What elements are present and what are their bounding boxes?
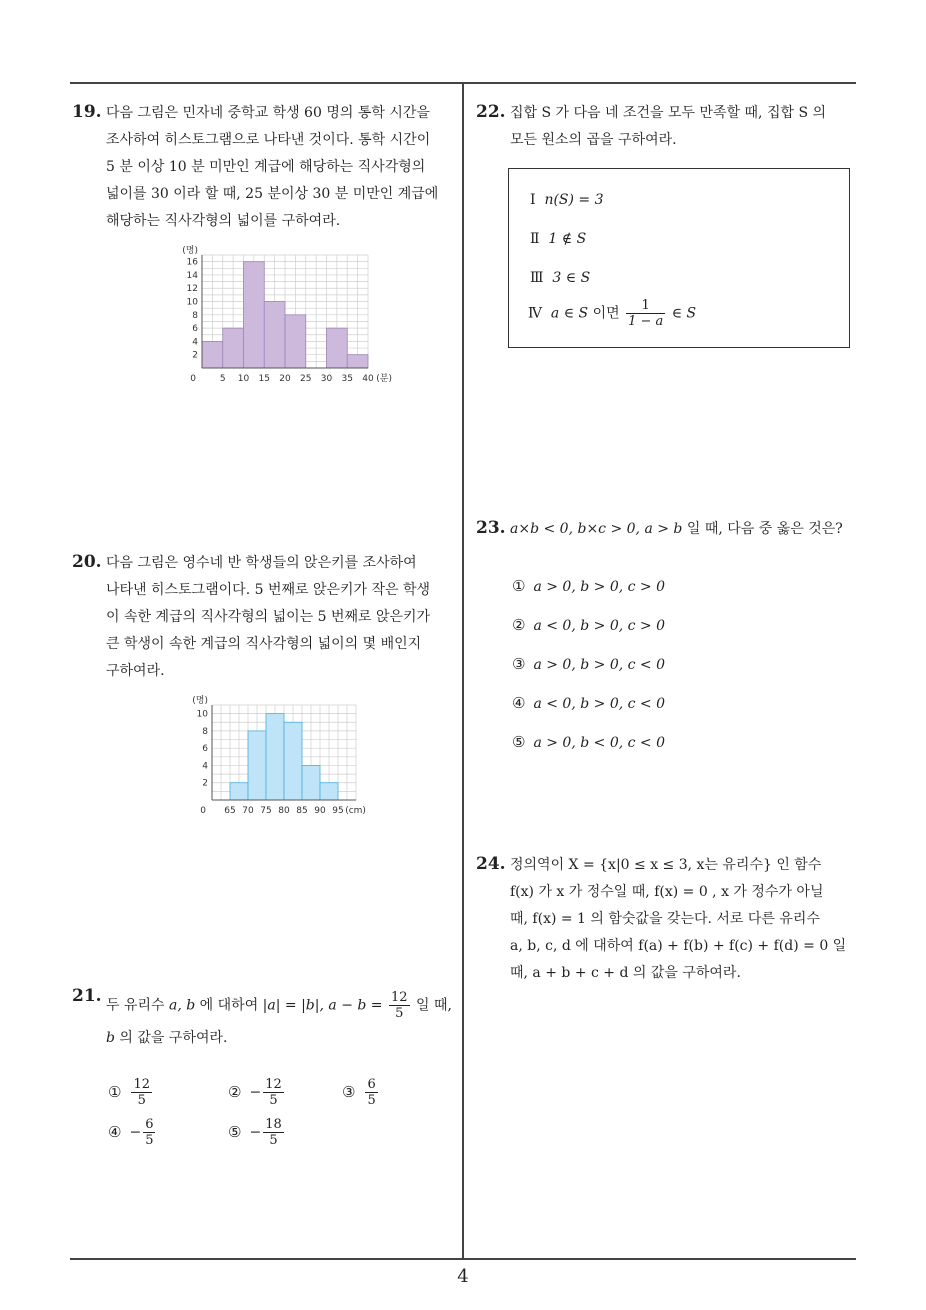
- option-fraction: [263, 1117, 284, 1148]
- q23-option-5[interactable]: [512, 733, 665, 751]
- x-tick-label: 10: [237, 374, 250, 384]
- q20-histogram: [180, 695, 380, 820]
- x-tick-label: 85: [296, 806, 308, 816]
- option-mark: ②: [228, 1082, 242, 1101]
- x-tick-label: 0: [200, 806, 206, 816]
- option-mark: ①: [512, 577, 526, 595]
- q24-number: 24.: [476, 854, 506, 874]
- q21-line1: [106, 990, 456, 1021]
- option-mark: ④: [512, 694, 526, 712]
- option-num: 18: [265, 1117, 282, 1132]
- q20-line: 나타낸 히스토그램이다. 5 번째로 앉은키가 작은 학생: [106, 582, 431, 598]
- option-mark: ⑤: [512, 733, 526, 751]
- q24-text: [510, 852, 860, 987]
- x-tick-label: 80: [278, 806, 290, 816]
- condition-label: Ⅰ: [530, 192, 536, 208]
- q20-line: 이 속한 계급의 직사각형의 넓이는 5 번째로 앉은키가: [106, 609, 431, 625]
- x-tick-label: 20: [279, 374, 291, 384]
- y-axis-unit: (명): [192, 696, 208, 706]
- histogram-bar: [320, 783, 338, 800]
- q19-line: 5 분 이상 10 분 미만인 계급에 해당하는 직사각형의: [106, 159, 426, 175]
- q20-line: 큰 학생이 속한 계급의 직사각형의 넓이의 몇 배인지: [106, 636, 422, 652]
- y-tick-label: 2: [192, 350, 198, 361]
- frac-num: 1: [626, 298, 665, 314]
- q21-number: 21.: [72, 986, 102, 1006]
- option-expr: a < 0, b > 0, c < 0: [533, 696, 666, 712]
- y-tick-label: 8: [192, 310, 198, 321]
- y-tick-label: 4: [202, 761, 208, 772]
- option-mark: ②: [512, 616, 526, 634]
- q24-line: 정의역이 X = {x|0 ≤ x ≤ 3, x는 유리수} 인 함수: [510, 857, 822, 873]
- y-tick-label: 10: [196, 709, 208, 720]
- q24-line: f(x) 가 x 가 정수일 때, f(x) = 0 , x 가 정수가 아닐: [510, 884, 824, 900]
- q20-line: 구하여라.: [106, 663, 165, 679]
- q21-text-pre: 두 유리수: [106, 997, 165, 1014]
- histogram-bar: [248, 731, 266, 800]
- option-sign: −: [249, 1084, 262, 1101]
- option-sign: −: [249, 1124, 262, 1141]
- condition-label: Ⅳ: [528, 305, 542, 322]
- q22-line: 집합 S 가 다음 네 조건을 모두 만족할 때, 집합 S 의: [510, 105, 827, 121]
- q24-line: 때, a + b + c + d 의 값을 구하여라.: [510, 965, 741, 981]
- option-mark: ④: [108, 1122, 122, 1141]
- histogram-bar: [202, 341, 223, 368]
- q19-line: 넓이를 30 이라 할 때, 25 분이상 30 분 미만인 계급에: [106, 186, 439, 202]
- q23-number: 23.: [476, 518, 506, 538]
- q22-condition-2: [530, 231, 586, 247]
- q19-line: 다음 그림은 민자네 중학교 학생 60 명의 통학 시간을: [106, 105, 430, 121]
- q19-histogram: [170, 240, 393, 390]
- condition-label: Ⅲ: [530, 270, 544, 286]
- condition-expr: 1 ∉ S: [548, 231, 587, 247]
- x-tick-label: 0: [190, 374, 196, 384]
- q22-number: 22.: [476, 102, 506, 122]
- y-tick-label: 4: [192, 337, 198, 348]
- q21-option-1[interactable]: [108, 1077, 154, 1108]
- q24-line: a, b, c, d 에 대하여 f(a) + f(b) + f(c) + f(d) = 0 일: [510, 938, 847, 954]
- option-num: 6: [367, 1077, 376, 1092]
- x-tick-label: 90: [314, 806, 326, 816]
- option-expr: a > 0, b < 0, c < 0: [533, 735, 666, 751]
- q23-option-3[interactable]: [512, 655, 665, 673]
- q22-line: 모든 원소의 곱을 구하여라.: [510, 132, 677, 148]
- q22-condition-4: [528, 298, 696, 329]
- q19-line: 해당하는 직사각형의 넓이를 구하여라.: [106, 213, 341, 229]
- condition-expr: n(S) = 3: [544, 192, 604, 208]
- option-num: 6: [145, 1117, 154, 1132]
- x-tick-label: 35: [341, 374, 353, 384]
- histogram-bar: [347, 355, 368, 368]
- bottom-rule: [70, 1258, 856, 1260]
- histogram-bar: [285, 315, 306, 368]
- y-tick-label: 14: [186, 270, 198, 281]
- q19-number: 19.: [72, 102, 102, 122]
- q21-option-3[interactable]: [342, 1077, 380, 1108]
- frac-den: 1 − a: [628, 314, 664, 329]
- x-axis-unit: (분): [376, 374, 393, 384]
- histogram-bar: [223, 328, 244, 368]
- q22-condition-1: [530, 192, 604, 208]
- option-den: 5: [269, 1133, 278, 1148]
- q21-option-2[interactable]: [228, 1077, 286, 1108]
- y-tick-label: 2: [202, 778, 208, 789]
- x-tick-label: 40: [362, 374, 374, 384]
- y-tick-label: 16: [186, 257, 198, 268]
- q23-text: [510, 516, 843, 543]
- x-axis-unit: (cm): [345, 806, 366, 816]
- option-mark: ③: [512, 655, 526, 673]
- q21-text-mid: 에 대하여: [199, 997, 259, 1014]
- q20-text: [106, 550, 456, 685]
- histogram-bar: [327, 328, 348, 368]
- q23-expr: a×b < 0, b×c > 0, a > b: [510, 521, 683, 537]
- q21-fraction: [389, 990, 410, 1021]
- x-tick-label: 95: [332, 806, 344, 816]
- y-tick-label: 6: [202, 744, 208, 755]
- q20-number: 20.: [72, 552, 102, 572]
- q21-line2-var: b: [106, 1030, 115, 1046]
- q19-text: [106, 100, 456, 235]
- q21-line2: [106, 1025, 227, 1052]
- x-tick-label: 65: [224, 806, 236, 816]
- option-mark: ⑤: [228, 1122, 242, 1141]
- q21-frac-num: 12: [390, 990, 408, 1005]
- option-fraction: [131, 1077, 152, 1108]
- q22-condition-3: [530, 270, 590, 286]
- q24-line: 때, f(x) = 1 의 함숫값을 갖는다. 서로 다른 유리수: [510, 911, 820, 927]
- y-axis-unit: (명): [182, 246, 198, 256]
- option-fraction: [143, 1117, 155, 1148]
- column-divider: [462, 83, 464, 1259]
- y-tick-label: 8: [202, 726, 208, 737]
- option-expr: a < 0, b > 0, c > 0: [533, 618, 666, 634]
- option-expr: a > 0, b > 0, c > 0: [533, 579, 666, 595]
- option-fraction: [263, 1077, 284, 1108]
- q23-option-4[interactable]: [512, 694, 665, 712]
- page-number: 4: [457, 1266, 469, 1287]
- histogram-bar: [284, 722, 302, 800]
- condition-expr: a ∈ S: [550, 305, 589, 322]
- histogram-bar: [302, 765, 320, 800]
- q23-question: 일 때, 다음 중 옳은 것은?: [686, 521, 843, 537]
- y-tick-label: 6: [192, 324, 198, 335]
- q21-line2-text: 의 값을 구하여라.: [119, 1030, 228, 1046]
- option-den: 5: [145, 1133, 154, 1148]
- histogram-bar: [266, 714, 284, 800]
- q21-cond1: |a| = |b|,: [262, 997, 324, 1014]
- x-tick-label: 5: [219, 374, 226, 384]
- histogram-bar: [230, 783, 248, 800]
- option-num: 12: [265, 1077, 282, 1092]
- x-tick-label: 75: [260, 806, 272, 816]
- condition-label: Ⅱ: [530, 231, 540, 247]
- option-expr: a > 0, b > 0, c < 0: [533, 657, 666, 673]
- q23-option-2[interactable]: [512, 616, 665, 634]
- q21-option-4[interactable]: [108, 1117, 157, 1148]
- option-den: 5: [269, 1093, 278, 1108]
- option-num: 12: [133, 1077, 150, 1092]
- x-tick-label: 25: [300, 374, 312, 384]
- y-tick-label: 12: [186, 284, 198, 295]
- q21-cond2: a − b =: [328, 997, 383, 1014]
- option-den: 5: [367, 1093, 376, 1108]
- q21-vars: a, b: [169, 997, 196, 1014]
- option-den: 5: [137, 1093, 146, 1108]
- x-tick-label: 30: [320, 374, 333, 384]
- condition-tail: ∈ S: [671, 305, 697, 322]
- q21-frac-den: 5: [395, 1006, 404, 1021]
- x-tick-label: 70: [242, 806, 254, 816]
- x-tick-label: 15: [258, 374, 270, 384]
- histogram-bar: [264, 302, 285, 368]
- option-mark: ①: [108, 1082, 122, 1101]
- option-mark: ③: [342, 1082, 356, 1101]
- histogram-bar: [244, 262, 265, 368]
- q20-line: 다음 그림은 영수네 반 학생들의 앉은키를 조사하여: [106, 555, 417, 571]
- q22-text: [510, 100, 860, 154]
- q19-line: 조사하여 히스토그램으로 나타낸 것이다. 통학 시간이: [106, 132, 431, 148]
- condition-expr: 3 ∈ S: [552, 270, 591, 286]
- q21-text-post: 일 때,: [415, 997, 452, 1014]
- condition-fraction: [626, 298, 665, 329]
- option-fraction: [365, 1077, 377, 1108]
- q23-option-1[interactable]: [512, 577, 665, 595]
- q21-option-5[interactable]: [228, 1117, 286, 1148]
- option-sign: −: [129, 1124, 142, 1141]
- y-tick-label: 10: [186, 297, 198, 308]
- condition-word: 이면: [592, 305, 620, 322]
